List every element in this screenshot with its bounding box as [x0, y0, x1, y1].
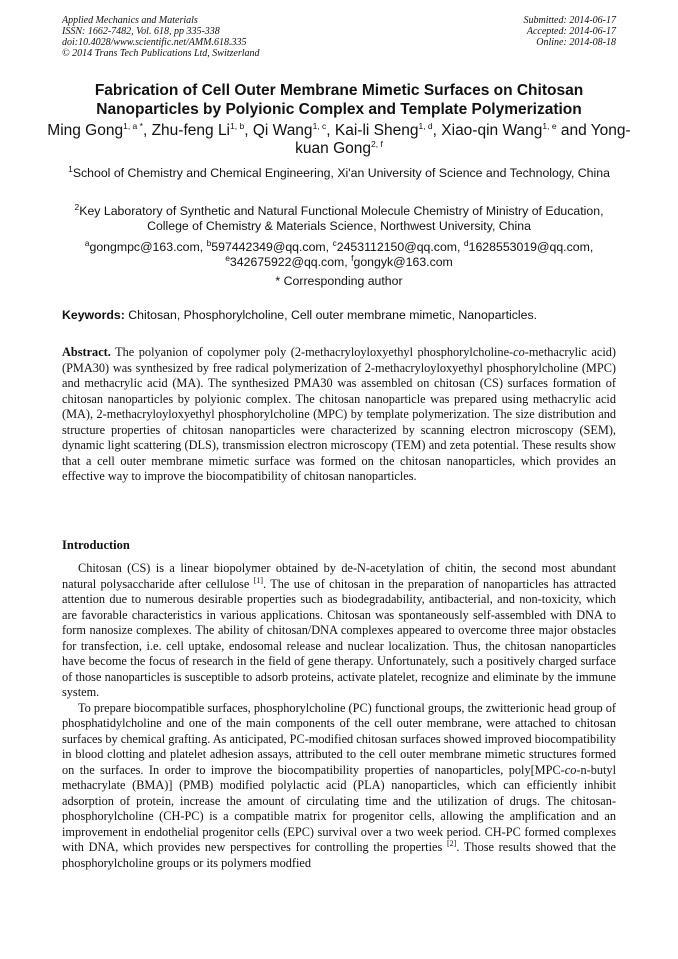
author-name: Xiao-qin Wang: [441, 122, 543, 139]
author-sup: 1, b: [230, 120, 245, 131]
intro-paragraph-1: [62, 561, 616, 701]
journal-name: Applied Mechanics and Materials: [62, 15, 198, 26]
email-address[interactable]: 342675922@qq.com: [229, 255, 345, 269]
date-submitted: Submitted: 2014-06-17: [523, 15, 616, 26]
abstract: [62, 345, 616, 485]
email-sup: e: [225, 252, 230, 263]
author-sep: ,: [244, 122, 253, 139]
affiliation-1-text: School of Chemistry and Chemical Engineering, Xi'an University of Science and Technology, China: [72, 166, 610, 180]
author-sep: ,: [326, 122, 335, 139]
intro-p1-text-b: . The use of chitosan in the preparation of nanoparticles has attracted attention due to numerous desirable properties such as biodegradability, antibacterial, and non-toxicity, which are favorable characteristics in various applications. Chitosan was spontaneously self-assembled with DNA to form nanosize complexes. The ability of chitosan/DNA complexes appeared to overcome three major obstacles for transfection, i.e. cell uptake, endosomal release and nuclear localization. Thus, the chitosan nanoparticles have become the focus of research in the field of gene therapy. Unfortunately, such a positively charged surface of those nanoparticles is susceptible to adsorb proteins, activate platelet, recognize and eliminate by the immune system.: [62, 576, 616, 699]
citation-ref: [2]: [447, 838, 457, 848]
date-accepted: Accepted: 2014-06-17: [526, 26, 616, 37]
author-list: [40, 122, 638, 158]
email-sup: d: [463, 237, 469, 248]
email-sep: ,: [457, 240, 464, 254]
email-address[interactable]: 2453112150@qq.com: [336, 240, 458, 254]
introduction-body: [62, 561, 616, 871]
author-sep: ,: [432, 122, 442, 139]
author-sep: and: [556, 122, 591, 139]
introduction-heading: Introduction: [62, 538, 130, 552]
date-online: Online: 2014-08-18: [536, 37, 616, 48]
intro-paragraph-2: [62, 701, 616, 872]
journal-issn: ISSN: 1662-7482, Vol. 618, pp 335-338: [62, 26, 220, 37]
author-sup: 1, c: [312, 120, 327, 131]
author-sup: 1, e: [542, 120, 557, 131]
journal-doi: doi:10.4028/www.scientific.net/AMM.618.335: [62, 37, 247, 48]
email-address[interactable]: gongmpc@163.com: [89, 240, 200, 254]
email-sup: a: [84, 237, 90, 248]
keywords-text: Chitosan, Phosphorylcholine, Cell outer membrane mimetic, Nanoparticles.: [124, 308, 538, 322]
affiliation-1: [60, 163, 618, 181]
email-address[interactable]: 597442349@qq.com: [211, 240, 326, 254]
email-sep: ,: [325, 240, 333, 254]
dates-header: [524, 15, 617, 48]
intro-p2-text-b: -n-butyl methacrylate (BMA)] (PMB) modified polylactic acid (PLA) nanoparticles, which can efficiently inhibit adsorption of protein, increase the amount of circulating time and the utilization of drugs. The chitosan-phosphorylcholine (CH-PC) is a compatible matrix for progenitor cells, allowing the amplification and an improvement in endothelial progenitor cells (EPC) survival over a two week period. CH-PC formed complexes with DNA, which provides new perspectives for controlling the properties: [62, 762, 616, 854]
keywords: [62, 308, 616, 323]
email-sep: ,: [589, 240, 594, 254]
author-name: Kai-li Sheng: [334, 122, 419, 139]
abstract-label: Abstract.: [62, 345, 111, 359]
author-sup: 2, f: [371, 138, 383, 149]
email-address[interactable]: gongyk@163.com: [353, 255, 453, 269]
author-sup: 1, a *: [123, 120, 143, 131]
affiliation-2-sup: 2: [74, 201, 80, 212]
email-sup: b: [206, 237, 212, 248]
journal-copyright: © 2014 Trans Tech Publications Ltd, Switzerland: [62, 48, 260, 59]
corresponding-author-note: * Corresponding author: [275, 274, 403, 288]
intro-p2-text-c: . Those results showed that the phosphorylcholine groups or its polymers modfied: [62, 840, 616, 870]
title-line-2: Nanoparticles by Polyionic Complex and Template Polymerization: [96, 101, 582, 118]
title-line-1: Fabrication of Cell Outer Membrane Mimetic Surfaces on Chitosan: [94, 82, 584, 99]
author-name: Ming Gong: [47, 122, 124, 139]
abstract-co: co: [513, 345, 525, 359]
paper-title: [40, 81, 638, 119]
intro-p1-text-a: Chitosan (CS) is a linear biopolymer obtained by de-N-acetylation of chitin, the second most abundant natural polysaccharide after cellulose: [62, 561, 616, 591]
author-sup: 1, d: [418, 120, 433, 131]
author-name: Yong-kuan Gong: [295, 122, 631, 157]
author-sep: ,: [142, 122, 152, 139]
email-sep: ,: [199, 240, 207, 254]
email-sup: f: [351, 252, 354, 263]
email-address[interactable]: 1628553019@qq.com: [468, 240, 590, 254]
affiliation-2-text: Key Laboratory of Synthetic and Natural Functional Molecule Chemistry of Ministry of Education, College of Chemistry & Materials Science, Northwest University, China: [79, 204, 604, 233]
intro-p2-text-a: To prepare biocompatible surfaces, phosphorylcholine (PC) functional groups, the zwitterionic head group of phosphatidylcholine and one of the main components of the cell outer membrane, were attached to chitosan surfaces by chemical grafting. As anticipated, PC-modified chitosan surfaces showed improved biocompatibility in blood clotting and platelet adhesion assays, attributed to the cell outer membrane mimetic structures formed on the surfaces. In order to improve the biocompatibility properties of nanoparticles, poly[MPC-: [62, 700, 616, 777]
abstract-text-a: The polyanion of copolymer poly (2-methacryloyloxyethyl phosphorylcholine-: [110, 345, 514, 359]
intro-p2-co: co: [564, 762, 577, 777]
author-name: Qi Wang: [252, 122, 313, 139]
email-sep: ,: [344, 255, 352, 269]
email-sup: c: [332, 237, 337, 248]
author-name: Zhu-feng Li: [151, 122, 231, 139]
journal-header: [62, 15, 260, 59]
citation-ref: [1]: [253, 575, 264, 585]
abstract-text-b: -methacrylic acid) (PMA30) was synthesized by free radical polymerization of 2-methacryloyloxyethyl phosphorylcholine (MPC) and methacrylic acid (MA). The synthesized PMA30 was assembled on chitosan (CS) surfaces formation of chitosan nanoparticles by polyionic complex. The chitosan nanoparticle was prepared using methacrylic acid (MA), 2-methacryloyloxyethyl phosphorylcholine (MPC) by template polymerization. The size distribution and structure properties of chitosan nanoparticles were characterized by scanning electron microscopy (SEM), dynamic light scattering (DLS), transmission electron microscopy (TEM) and zeta potential. These results show that a cell outer membrane mimetic surface was formed on the chitosan nanoparticles, which provides an effective way to improve the biocompatibility of chitosan nanoparticles.: [62, 345, 616, 483]
keywords-label: Keywords:: [62, 308, 125, 322]
affiliation-2: [60, 201, 618, 234]
affiliation-1-sup: 1: [68, 163, 73, 174]
email-list: [50, 237, 628, 270]
